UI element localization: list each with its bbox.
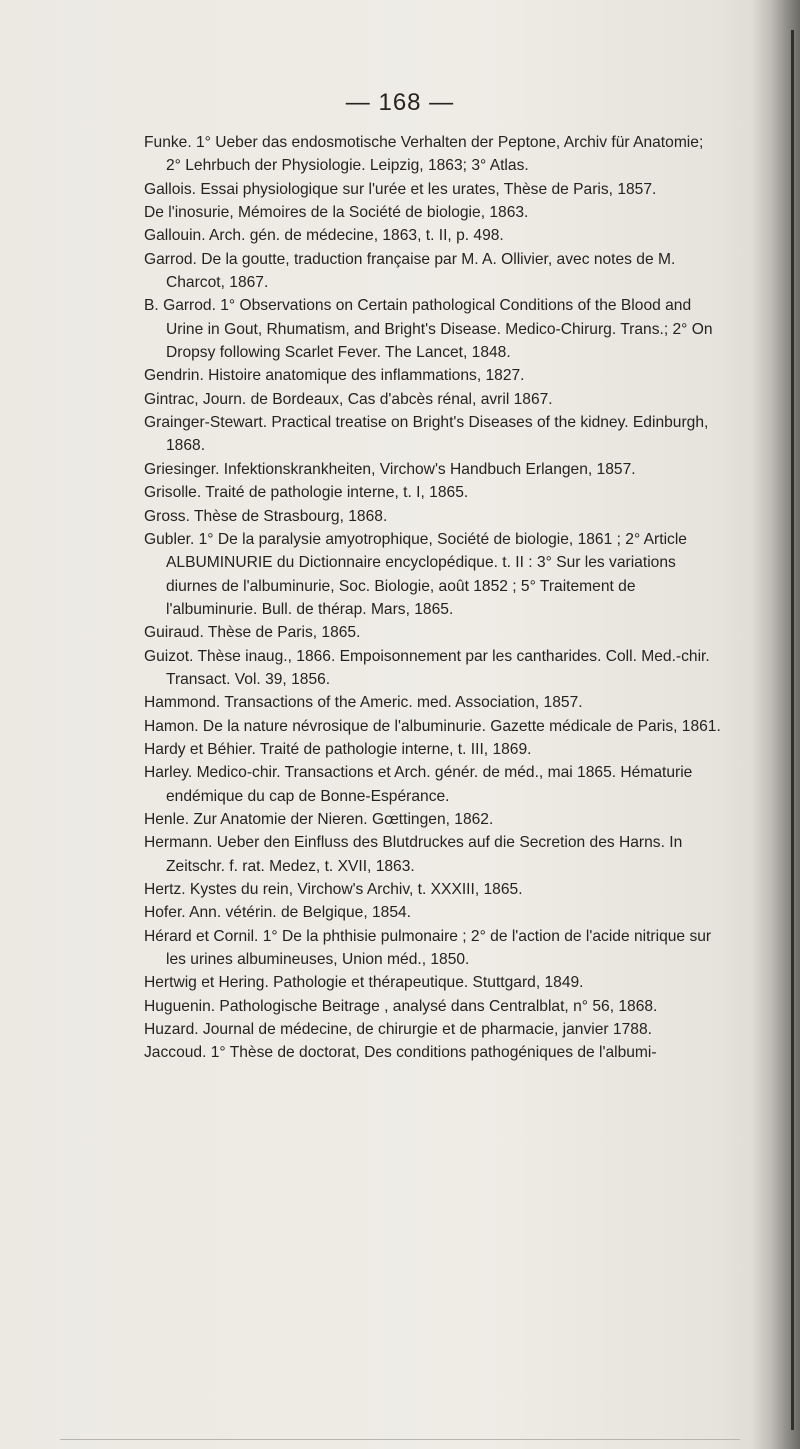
bibliography-entry: Guizot. Thèse inaug., 1866. Empoisonnement par les cantharides. Coll. Med.-chir. Transact. Vol. 39, 1856. (144, 647, 710, 688)
bibliography-entry: Gendrin. Histoire anatomique des inflammations, 1827. (144, 367, 525, 385)
bibliography-entry: Hérard et Cornil. 1° De la phthisie pulmonaire ; 2° de l'action de l'acide nitrique sur les urines albumineuses, Union méd., 1850. (144, 927, 712, 969)
bibliography-entry: Huguenin. Pathologische Beitrage , analysé dans Centralblat, n° 56, 1868. (144, 997, 658, 1015)
bibliography-entry: Jaccoud. 1° Thèse de doctorat, Des conditions pathogéniques de l'albumi- (144, 1044, 657, 1062)
bibliography-entry: Griesinger. Infektionskrankheiten, Virchow's Handbuch Erlangen, 1857. (144, 460, 636, 478)
bibliography-entry: Hardy et Béhier. Traité de pathologie interne, t. III, 1869. (144, 740, 532, 758)
bibliography-entry: Hofer. Ann. vétérin. de Belgique, 1854. (144, 904, 412, 922)
bibliography-entry: Grisolle. Traité de pathologie interne, t. I, 1865. (144, 484, 469, 502)
bibliography-entry: Hamon. De la nature névrosique de l'albuminurie. Gazette médicale de Paris, 1861. (144, 717, 721, 735)
bibliography-entry: Gubler. 1° De la paralysie amyotrophique, Société de biologie, 1861 ; 2° Article ALBUMINURIE du Dictionnaire encyclopédique. t. II : 3° Sur les variations diurnes de l'albuminurie, Soc. Biologie, août 1852 ; 5° Traitement de l'albuminurie. Bull. de thérap. Mars, 1865. (144, 530, 687, 618)
bibliography-entry: B. Garrod. 1° Observations on Certain pathological Conditions of the Blood and Urine in Gout, Rhumatism, and Bright's Disease. Medico-Chirurg. Trans.; 2° On Dropsy following Scarlet Fever. The Lancet, 1848. (144, 297, 713, 362)
bibliography-entry: Gross. Thèse de Strasbourg, 1868. (144, 507, 388, 525)
bibliography-list (144, 131, 722, 1065)
bibliography-entry: Henle. Zur Anatomie der Nieren. Gœttingen, 1862. (144, 810, 494, 828)
bibliography-entry: De l'inosurie, Mémoires de la Société de biologie, 1863. (144, 204, 529, 222)
page-number: — 168 — (345, 89, 455, 116)
bibliography-entry: Grainger-Stewart. Practical treatise on Bright's Diseases of the kidney. Edinburgh, 1868. (144, 414, 709, 455)
bibliography-entry: Garrod. De la goutte, traduction française par M. A. Ollivier, avec notes de M. Charcot, 1867. (144, 250, 676, 292)
bibliography-entry: Gintrac, Journ. de Bordeaux, Cas d'abcès rénal, avril 1867. (144, 390, 553, 408)
bibliography-entry: Gallois. Essai physiologique sur l'urée et les urates, Thèse de Paris, 1857. (144, 180, 657, 198)
bibliography-entry: Harley. Medico-chir. Transactions et Arch. génér. de méd., mai 1865. Hématurie endémique du cap de Bonne-Espérance. (144, 764, 693, 805)
bibliography-entry: Hermann. Ueber den Einfluss des Blutdruckes auf die Secretion des Harns. In Zeitschr. f. rat. Medez, t. XVII, 1863. (144, 834, 683, 875)
bottom-rule (60, 1439, 740, 1440)
bibliography-entry: Guiraud. Thèse de Paris, 1865. (144, 624, 361, 642)
bibliography-entry: Hammond. Transactions of the Americ. med. Association, 1857. (144, 694, 583, 712)
bibliography-entry: Hertwig et Hering. Pathologie et thérapeutique. Stuttgard, 1849. (144, 974, 584, 992)
bibliography-entry: Hertz. Kystes du rein, Virchow's Archiv, t. XXXIII, 1865. (144, 881, 523, 898)
bibliography-entry: Huzard. Journal de médecine, de chirurgie et de pharmacie, janvier 1788. (144, 1021, 652, 1039)
binding-edge-line (791, 30, 794, 1430)
bibliography-entry: Funke. 1° Ueber das endosmotische Verhalten der Peptone, Archiv für Anatomie; 2° Lehrbuch der Physiologie. Leipzig, 1863; 3° Atlas. (144, 134, 704, 175)
bibliography-entry: Gallouin. Arch. gén. de médecine, 1863, t. II, p. 498. (144, 227, 504, 245)
